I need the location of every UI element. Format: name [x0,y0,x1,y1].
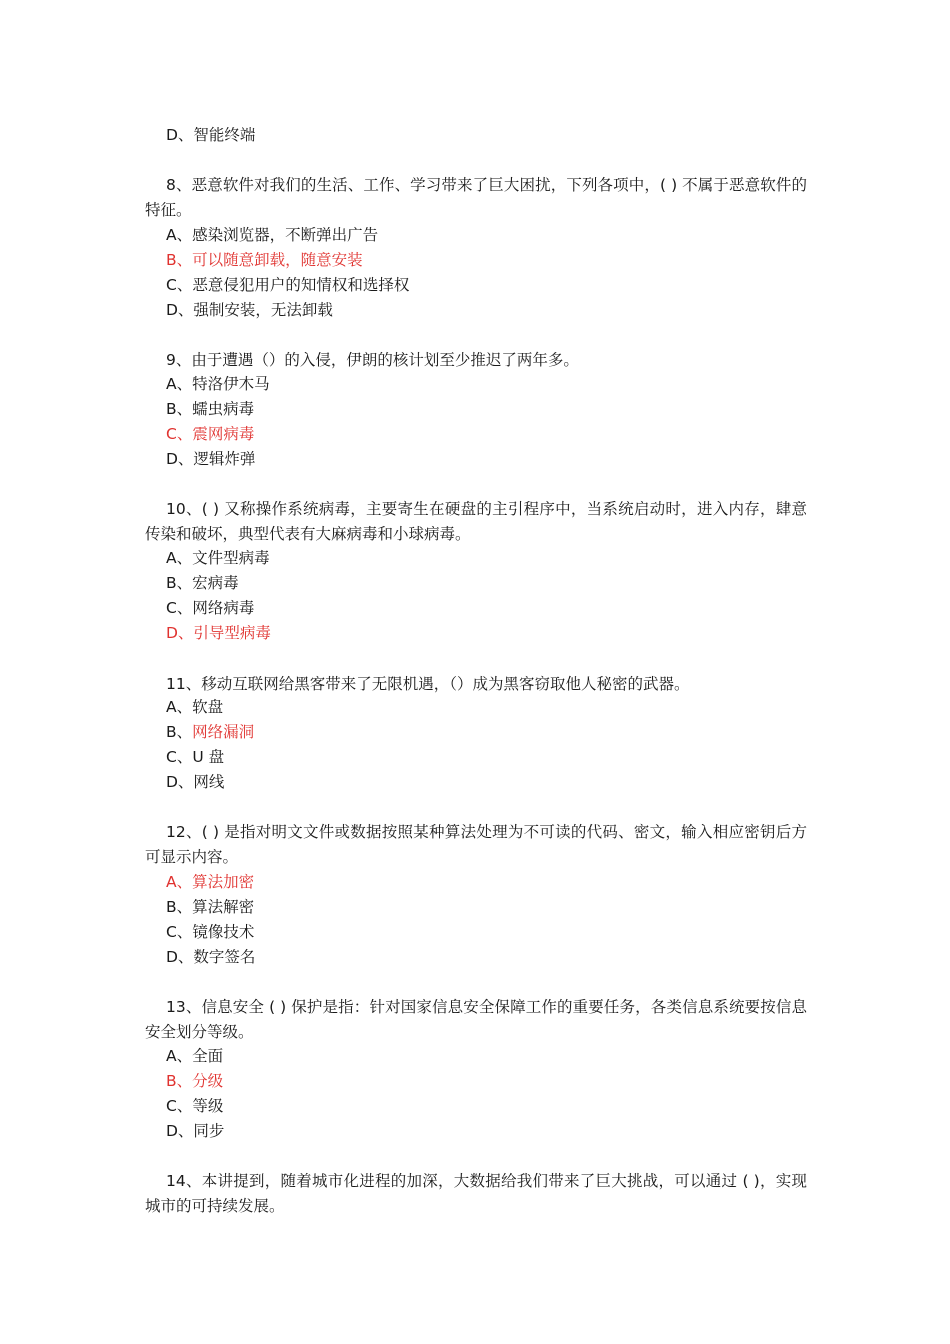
question-9-option-a: A、特洛伊木马 [166,375,270,393]
question-8-option-c: C、恶意侵犯用户的知情权和选择权 [166,276,410,294]
question-13-option-a: A、全面 [166,1047,224,1065]
question-12-option-d: D、数字签名 [166,948,256,966]
question-11-option-c: C、U 盘 [166,748,225,766]
question-12-option-b: B、算法解密 [166,898,255,916]
question-11-option-d: D、网线 [166,773,225,791]
question-13-option-b: B、分级 [166,1072,224,1090]
question-12-option-a: A、算法加密 [166,873,255,891]
question-8-stem: 8、恶意软件对我们的生活、工作、学习带来了巨大困扰，下列各项中，( ) 不属于恶意软件的特征。 [145,176,807,219]
question-9-option-b: B、蠕虫病毒 [166,400,255,418]
question-12-option-c: C、镜像技术 [166,923,255,941]
question-11-option-b [166,721,254,743]
question-14-stem: 14、本讲提到，随着城市化进程的加深，大数据给我们带来了巨大挑战，可以通过 ( )，实现城市的可持续发展。 [145,1172,807,1215]
question-9-option-d: D、逻辑炸弹 [166,450,256,468]
question-13-option-d: D、同步 [166,1122,225,1140]
question-9-option-c: C、震网病毒 [166,425,255,443]
question-12-stem: 12、( ) 是指对明文文件或数据按照某种算法处理为不可读的代码、密文，输入相应密钥后方可显示内容。 [145,823,807,866]
question-10-option-b: B、宏病毒 [166,574,239,592]
option-letter: B、 [166,723,193,741]
question-9-stem: 9、由于遭遇（）的入侵，伊朗的核计划至少推迟了两年多。 [166,351,579,369]
question-11-stem: 11、移动互联网给黑客带来了无限机遇，（）成为黑客窃取他人秘密的武器。 [166,675,690,693]
question-10-option-d: D、引导型病毒 [166,624,271,642]
question-8-option-a: A、感染浏览器，不断弹出广告 [166,226,379,244]
option-d-prev: D、智能终端 [166,126,256,144]
question-10-stem: 10、( ) 又称操作系统病毒，主要寄生在硬盘的主引程序中，当系统启动时，进入内存，肆意传染和破坏，典型代表有大麻病毒和小球病毒。 [145,500,807,543]
question-8-option-d: D、强制安装，无法卸载 [166,301,333,319]
question-13-stem: 13、信息安全 ( ) 保护是指：针对国家信息安全保障工作的重要任务，各类信息系统要按信息安全划分等级。 [145,998,807,1041]
question-10-option-c: C、网络病毒 [166,599,255,617]
question-8-option-b: B、可以随意卸载，随意安装 [166,251,363,269]
option-text-correct: 网络漏洞 [192,723,255,741]
question-13-option-c: C、等级 [166,1097,224,1115]
question-11-option-a: A、软盘 [166,698,224,716]
question-10-option-a: A、文件型病毒 [166,549,270,567]
